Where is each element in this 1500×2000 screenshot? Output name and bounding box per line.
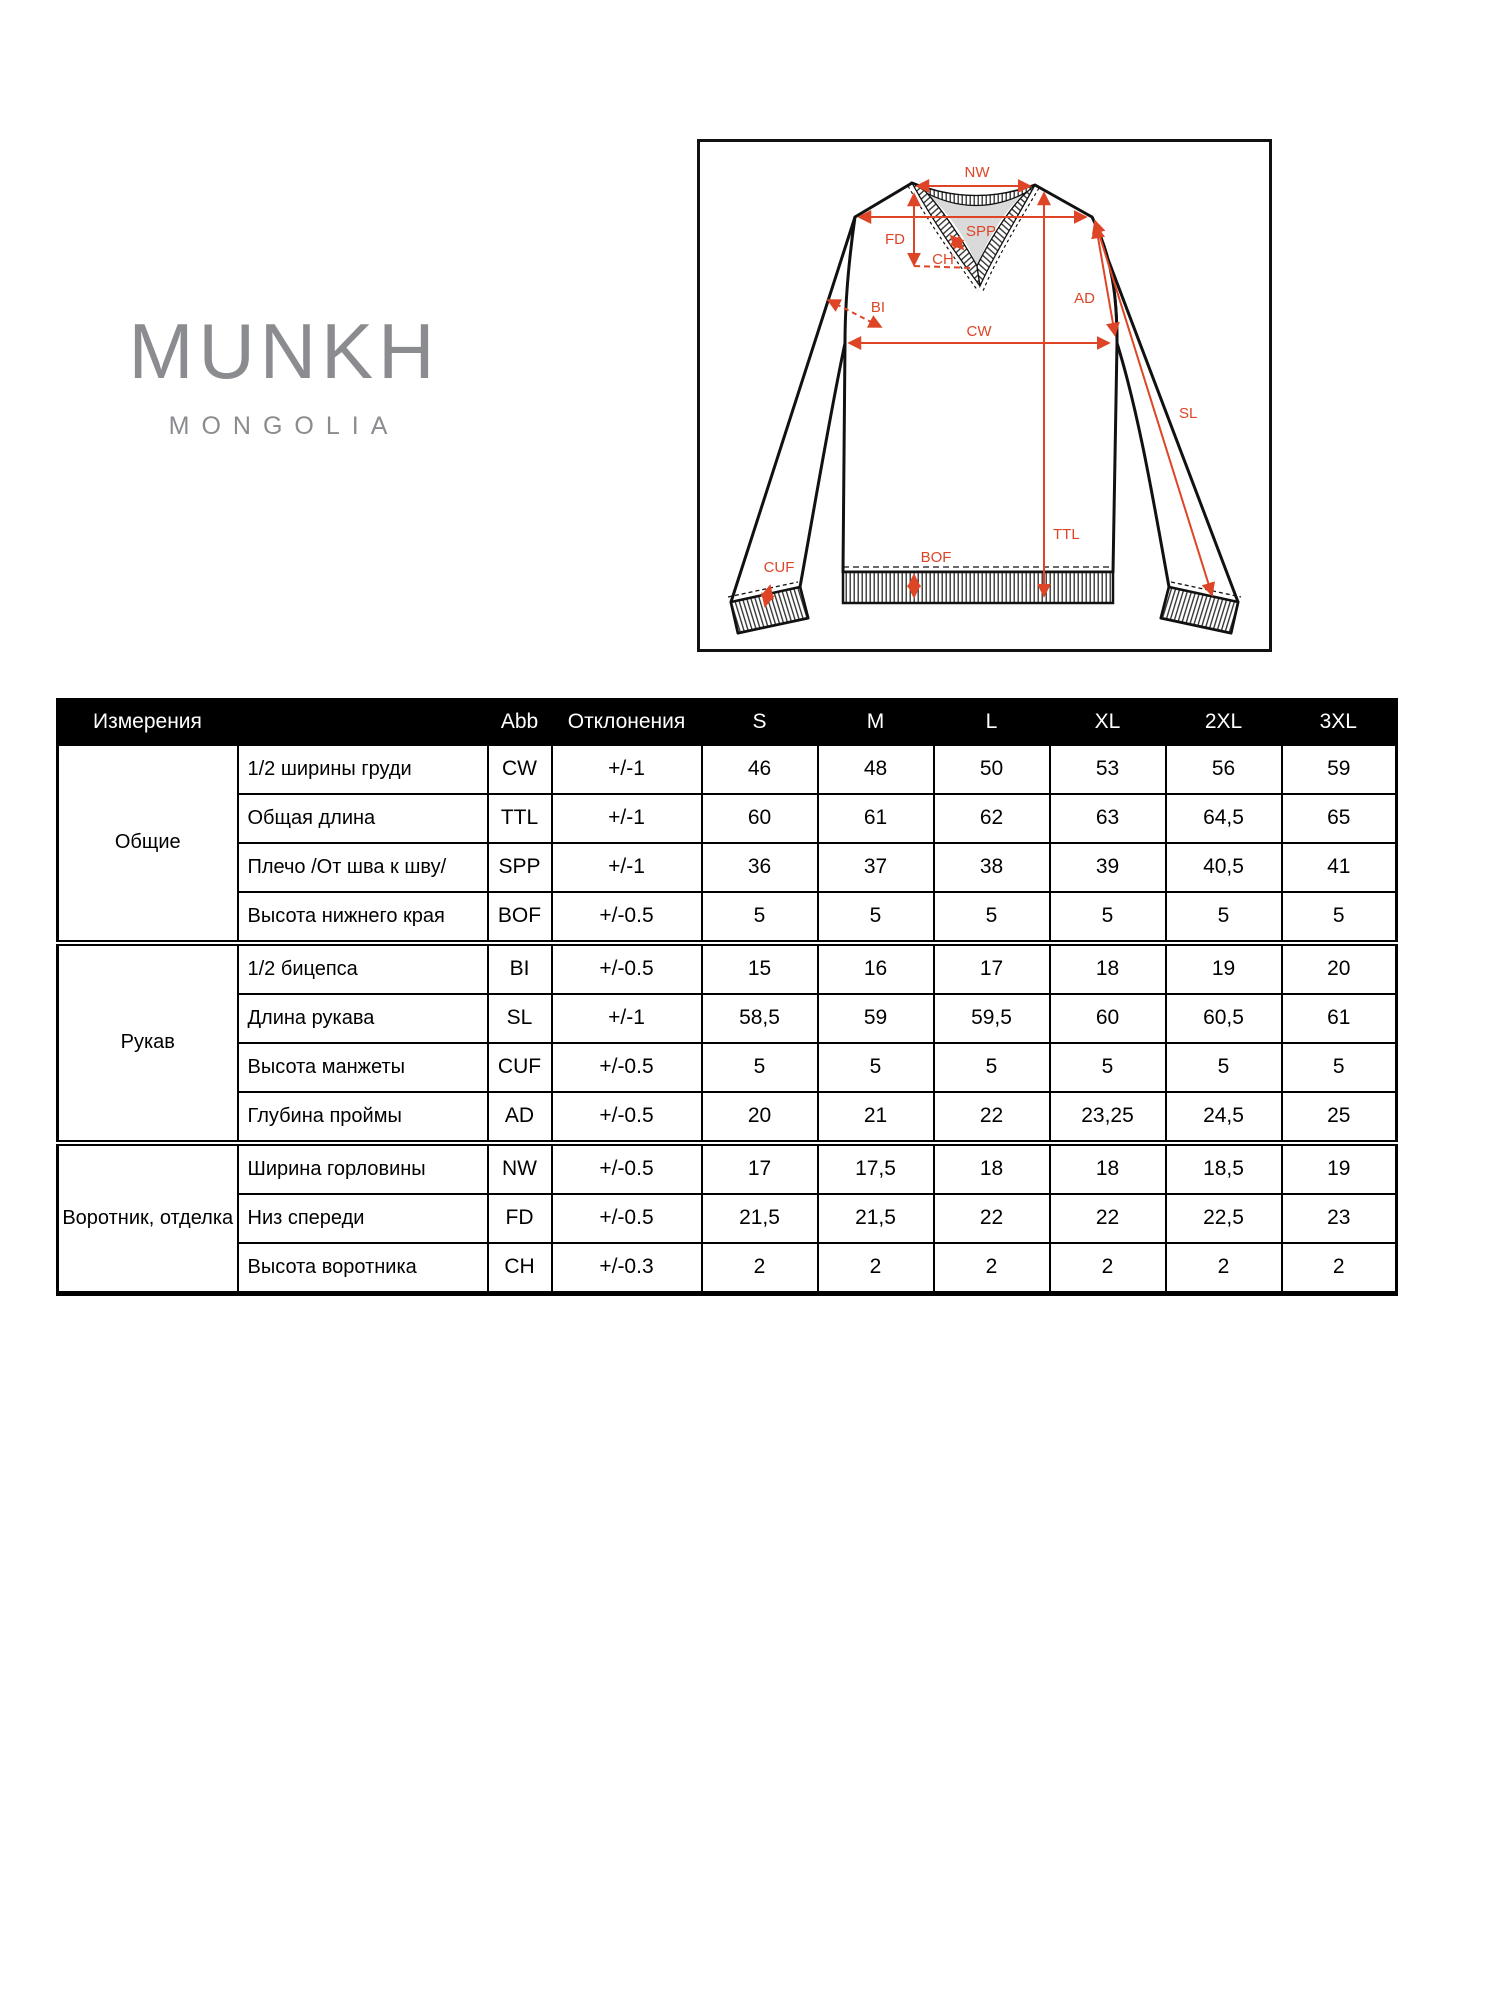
bof-label: BOF — [920, 549, 952, 566]
size-value: 18 — [1050, 943, 1166, 994]
bi-label: BI — [870, 299, 886, 316]
abb-value: NW — [488, 1143, 552, 1194]
size-value: 17,5 — [818, 1143, 934, 1194]
abb-value: CH — [488, 1243, 552, 1294]
tolerance-value: +/-0.5 — [552, 892, 702, 943]
size-value: 53 — [1050, 745, 1166, 794]
table-row — [58, 1194, 1397, 1243]
table-row — [58, 1092, 1397, 1143]
group-label: Рукав — [58, 943, 238, 1143]
nw-label: NW — [964, 164, 990, 181]
size-value: 5 — [1282, 1043, 1397, 1092]
size-value: 5 — [934, 1043, 1050, 1092]
size-value: 20 — [702, 1092, 818, 1143]
size-value: 64,5 — [1166, 794, 1282, 843]
header-abb: Abb — [500, 710, 539, 734]
cuf-label: CUF — [763, 559, 795, 576]
table-row — [58, 1243, 1397, 1294]
size-value: 36 — [702, 843, 818, 892]
measurement-name: 1/2 ширины груди — [238, 745, 488, 794]
ttl-label: TTL — [1053, 526, 1080, 543]
table-row — [58, 745, 1397, 794]
measurement-name: Высота нижнего края — [238, 892, 488, 943]
fd-label: FD — [885, 231, 905, 248]
size-value: 5 — [1050, 892, 1166, 943]
size-value: 63 — [1050, 794, 1166, 843]
size-value: 5 — [1050, 1043, 1166, 1092]
size-value: 40,5 — [1166, 843, 1282, 892]
size-value: 5 — [702, 892, 818, 943]
size-value: 59 — [1282, 745, 1397, 794]
size-value: 2 — [1282, 1243, 1397, 1294]
size-value: 60,5 — [1166, 994, 1282, 1043]
size-value: 5 — [1166, 1043, 1282, 1092]
header-size-s: S — [752, 710, 767, 734]
hem-rib — [843, 572, 1113, 603]
size-value: 39 — [1050, 843, 1166, 892]
size-value: 56 — [1166, 745, 1282, 794]
size-value: 2 — [702, 1243, 818, 1294]
tolerance-value: +/-1 — [552, 745, 702, 794]
abb-value: CW — [488, 745, 552, 794]
header-size-3xl: 3XL — [1319, 710, 1357, 734]
table-row — [58, 794, 1397, 843]
sl-label: SL — [1179, 405, 1198, 422]
size-value: 46 — [702, 745, 818, 794]
table-row — [58, 843, 1397, 892]
size-value: 5 — [934, 892, 1050, 943]
size-value: 61 — [1282, 994, 1397, 1043]
size-value: 62 — [934, 794, 1050, 843]
size-value: 22 — [934, 1092, 1050, 1143]
abb-value: FD — [488, 1194, 552, 1243]
table-row — [58, 1043, 1397, 1092]
size-value: 18 — [934, 1143, 1050, 1194]
size-value: 60 — [702, 794, 818, 843]
group-label: Общие — [58, 745, 238, 943]
size-value: 18,5 — [1166, 1143, 1282, 1194]
size-value: 59 — [818, 994, 934, 1043]
abb-value: TTL — [488, 794, 552, 843]
table-row — [58, 943, 1397, 994]
size-value: 23 — [1282, 1194, 1397, 1243]
header-size-m: M — [866, 710, 885, 734]
tolerance-value: +/-0.5 — [552, 1043, 702, 1092]
table-row — [58, 892, 1397, 943]
size-value: 60 — [1050, 994, 1166, 1043]
header-measurements: Измерения — [93, 710, 202, 734]
abb-value: CUF — [488, 1043, 552, 1092]
size-value: 2 — [934, 1243, 1050, 1294]
abb-value: SL — [488, 994, 552, 1043]
tolerance-value: +/-1 — [552, 843, 702, 892]
measurement-name: Общая длина — [238, 794, 488, 843]
size-value: 59,5 — [934, 994, 1050, 1043]
header-tolerance: Отклонения — [567, 710, 686, 734]
brand-logo — [104, 307, 464, 441]
table-row — [58, 994, 1397, 1043]
size-value: 5 — [1166, 892, 1282, 943]
ch-label: CH — [932, 251, 954, 268]
size-value: 2 — [1050, 1243, 1166, 1294]
size-value: 5 — [1282, 892, 1397, 943]
header-size-l: L — [985, 710, 998, 734]
size-value: 20 — [1282, 943, 1397, 994]
size-value: 21 — [818, 1092, 934, 1143]
size-value: 23,25 — [1050, 1092, 1166, 1143]
brand-subtitle: MONGOLIA — [168, 412, 400, 440]
size-value: 17 — [934, 943, 1050, 994]
ad-label: AD — [1074, 290, 1095, 307]
measurement-name: Плечо /От шва к шву/ — [238, 843, 488, 892]
size-value: 18 — [1050, 1143, 1166, 1194]
tolerance-value: +/-0.3 — [552, 1243, 702, 1294]
size-value: 22 — [1050, 1194, 1166, 1243]
size-value: 22,5 — [1166, 1194, 1282, 1243]
sweater-diagram-svg — [697, 139, 1272, 652]
size-value: 19 — [1282, 1143, 1397, 1194]
size-value: 2 — [1166, 1243, 1282, 1294]
size-value: 19 — [1166, 943, 1282, 994]
abb-value: BI — [488, 943, 552, 994]
tolerance-value: +/-0.5 — [552, 943, 702, 994]
size-value: 48 — [818, 745, 934, 794]
brand-name: MUNKH — [128, 307, 440, 395]
sweater-measurement-diagram — [697, 139, 1272, 652]
size-chart-table — [56, 698, 1398, 1296]
size-value: 50 — [934, 745, 1050, 794]
size-value: 21,5 — [702, 1194, 818, 1243]
measurement-name: Высота воротника — [238, 1243, 488, 1294]
size-value: 21,5 — [818, 1194, 934, 1243]
measurement-name: Высота манжеты — [238, 1043, 488, 1092]
size-value: 38 — [934, 843, 1050, 892]
size-value: 15 — [702, 943, 818, 994]
measurement-name: Ширина горловины — [238, 1143, 488, 1194]
table-row — [58, 1143, 1397, 1194]
header-size-xl: XL — [1094, 710, 1121, 734]
tolerance-value: +/-0.5 — [552, 1194, 702, 1243]
size-value: 41 — [1282, 843, 1397, 892]
size-value: 22 — [934, 1194, 1050, 1243]
measurement-name: Низ спереди — [238, 1194, 488, 1243]
abb-value: BOF — [488, 892, 552, 943]
tolerance-value: +/-1 — [552, 794, 702, 843]
size-value: 58,5 — [702, 994, 818, 1043]
abb-value: AD — [488, 1092, 552, 1143]
group-label: Воротник, отделка — [58, 1143, 238, 1294]
abb-value: SPP — [488, 843, 552, 892]
size-value: 24,5 — [1166, 1092, 1282, 1143]
tolerance-value: +/-0.5 — [552, 1143, 702, 1194]
tolerance-value: +/-0.5 — [552, 1092, 702, 1143]
tolerance-value: +/-1 — [552, 994, 702, 1043]
size-value: 25 — [1282, 1092, 1397, 1143]
cw-label: CW — [966, 323, 992, 340]
size-value: 2 — [818, 1243, 934, 1294]
size-value: 65 — [1282, 794, 1397, 843]
size-value: 17 — [702, 1143, 818, 1194]
size-value: 61 — [818, 794, 934, 843]
measurement-name: Глубина проймы — [238, 1092, 488, 1143]
measurement-name: Длина рукава — [238, 994, 488, 1043]
size-value: 5 — [702, 1043, 818, 1092]
size-value: 5 — [818, 892, 934, 943]
spp-label: SPP — [965, 223, 997, 240]
size-value: 5 — [818, 1043, 934, 1092]
size-value: 16 — [818, 943, 934, 994]
size-value: 37 — [818, 843, 934, 892]
measurement-name: 1/2 бицепса — [238, 943, 488, 994]
header-size-2xl: 2XL — [1204, 710, 1243, 734]
table-header-row — [58, 700, 1397, 745]
